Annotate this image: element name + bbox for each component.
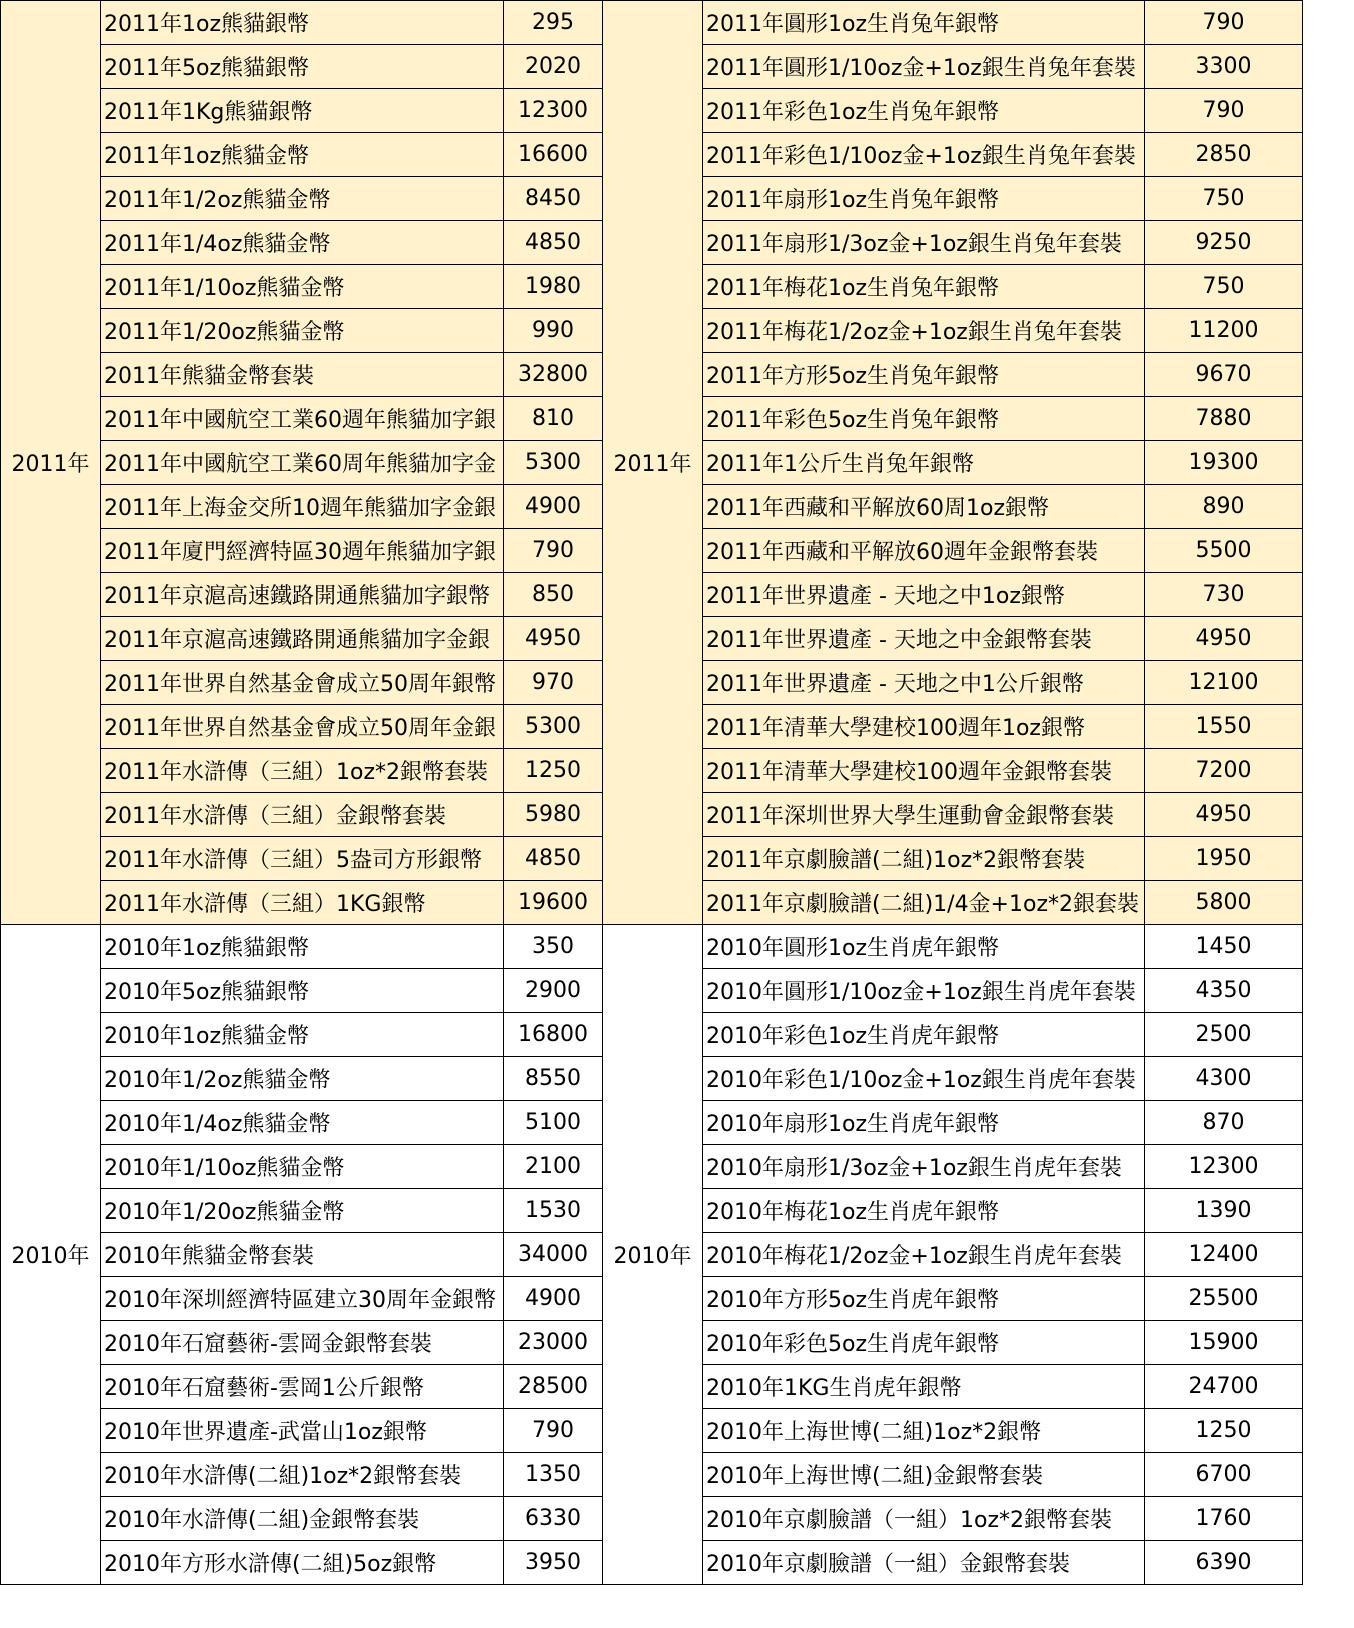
coin-price-left: 4850 <box>504 837 603 881</box>
coin-price-right: 12400 <box>1145 1233 1303 1277</box>
coin-name-left: 2010年5oz熊貓銀幣 <box>101 969 504 1013</box>
coin-price-left: 8450 <box>504 177 603 221</box>
coin-name-right: 2010年上海世博(二組)金銀幣套裝 <box>703 1453 1145 1497</box>
coin-name-right: 2010年京劇臉譜（一組）1oz*2銀幣套裝 <box>703 1497 1145 1541</box>
coin-name-left: 2010年方形水滸傳(二組)5oz銀幣 <box>101 1541 504 1585</box>
coin-name-right: 2010年1KG生肖虎年銀幣 <box>703 1365 1145 1409</box>
coin-name-left: 2011年水滸傳（三組）金銀幣套裝 <box>101 793 504 837</box>
coin-name-left: 2010年1/10oz熊貓金幣 <box>101 1145 504 1189</box>
coin-name-right: 2011年京劇臉譜(二組)1/4金+1oz*2銀套裝 <box>703 881 1145 925</box>
coin-price-left: 810 <box>504 397 603 441</box>
coin-name-left: 2010年深圳經濟特區建立30周年金銀幣 <box>101 1277 504 1321</box>
coin-name-left: 2011年1oz熊貓銀幣 <box>101 1 504 45</box>
coin-price-right: 1250 <box>1145 1409 1303 1453</box>
coin-price-left: 23000 <box>504 1321 603 1365</box>
coin-price-left: 6330 <box>504 1497 603 1541</box>
coin-name-right: 2011年深圳世界大學生運動會金銀幣套裝 <box>703 793 1145 837</box>
coin-name-right: 2011年彩色5oz生肖兔年銀幣 <box>703 397 1145 441</box>
coin-name-left: 2011年水滸傳（三組）5盎司方形銀幣 <box>101 837 504 881</box>
coin-name-right: 2011年彩色1oz生肖兔年銀幣 <box>703 89 1145 133</box>
coin-price-left: 4950 <box>504 617 603 661</box>
coin-name-left: 2011年水滸傳（三組）1oz*2銀幣套裝 <box>101 749 504 793</box>
coin-price-right: 4950 <box>1145 617 1303 661</box>
coin-name-left: 2011年中國航空工業60週年熊貓加字銀 <box>101 397 504 441</box>
coin-price-left: 970 <box>504 661 603 705</box>
year-label-right: 2011年 <box>603 1 703 925</box>
coin-name-left: 2011年5oz熊貓銀幣 <box>101 45 504 89</box>
coin-name-left: 2011年1Kg熊貓銀幣 <box>101 89 504 133</box>
coin-price-right: 24700 <box>1145 1365 1303 1409</box>
coin-name-right: 2010年彩色1/10oz金+1oz銀生肖虎年套裝 <box>703 1057 1145 1101</box>
coin-price-right: 25500 <box>1145 1277 1303 1321</box>
coin-price-right: 750 <box>1145 177 1303 221</box>
coin-price-right: 6390 <box>1145 1541 1303 1585</box>
coin-price-right: 12100 <box>1145 661 1303 705</box>
coin-price-left: 4900 <box>504 1277 603 1321</box>
coin-name-right: 2011年圓形1oz生肖兔年銀幣 <box>703 1 1145 45</box>
coin-price-left: 790 <box>504 1409 603 1453</box>
year-group <box>1 925 1303 1585</box>
coin-name-left: 2010年世界遺產-武當山1oz銀幣 <box>101 1409 504 1453</box>
coin-price-left: 5980 <box>504 793 603 837</box>
coin-name-right: 2010年上海世博(二組)1oz*2銀幣 <box>703 1409 1145 1453</box>
coin-price-right: 11200 <box>1145 309 1303 353</box>
coin-name-right: 2011年梅花1oz生肖兔年銀幣 <box>703 265 1145 309</box>
coin-price-left: 790 <box>504 529 603 573</box>
coin-price-right: 9670 <box>1145 353 1303 397</box>
coin-price-right: 1550 <box>1145 705 1303 749</box>
coin-price-right: 6700 <box>1145 1453 1303 1497</box>
coin-name-left: 2011年1/10oz熊貓金幣 <box>101 265 504 309</box>
coin-price-right: 730 <box>1145 573 1303 617</box>
coin-price-left: 12300 <box>504 89 603 133</box>
coin-price-left: 295 <box>504 1 603 45</box>
coin-name-right: 2011年梅花1/2oz金+1oz銀生肖兔年套裝 <box>703 309 1145 353</box>
coin-price-right: 1390 <box>1145 1189 1303 1233</box>
coin-name-right: 2011年西藏和平解放60週年金銀幣套裝 <box>703 529 1145 573</box>
coin-name-left: 2011年廈門經濟特區30週年熊貓加字銀 <box>101 529 504 573</box>
coin-price-left: 3950 <box>504 1541 603 1585</box>
coin-name-left: 2011年京滬高速鐵路開通熊貓加字銀幣 <box>101 573 504 617</box>
coin-price-right: 15900 <box>1145 1321 1303 1365</box>
coin-name-right: 2011年清華大學建校100週年1oz銀幣 <box>703 705 1145 749</box>
coin-name-left: 2011年熊貓金幣套裝 <box>101 353 504 397</box>
coin-name-left: 2010年水滸傳(二組)金銀幣套裝 <box>101 1497 504 1541</box>
coin-name-left: 2011年世界自然基金會成立50周年金銀 <box>101 705 504 749</box>
coin-price-right: 890 <box>1145 485 1303 529</box>
coin-price-right: 870 <box>1145 1101 1303 1145</box>
coin-name-left: 2010年1/20oz熊貓金幣 <box>101 1189 504 1233</box>
coin-name-left: 2010年熊貓金幣套裝 <box>101 1233 504 1277</box>
coin-name-right: 2011年扇形1oz生肖兔年銀幣 <box>703 177 1145 221</box>
coin-price-left: 2020 <box>504 45 603 89</box>
coin-name-right: 2011年彩色1/10oz金+1oz銀生肖兔年套裝 <box>703 133 1145 177</box>
coin-price-right: 4300 <box>1145 1057 1303 1101</box>
coin-price-left: 32800 <box>504 353 603 397</box>
coin-name-right: 2011年方形5oz生肖兔年銀幣 <box>703 353 1145 397</box>
coin-price-left: 5300 <box>504 441 603 485</box>
coin-name-right: 2011年1公斤生肖兔年銀幣 <box>703 441 1145 485</box>
coin-name-right: 2010年京劇臉譜（一組）金銀幣套裝 <box>703 1541 1145 1585</box>
coin-price-right: 2850 <box>1145 133 1303 177</box>
coin-name-left: 2011年1/2oz熊貓金幣 <box>101 177 504 221</box>
coin-name-right: 2011年圓形1/10oz金+1oz銀生肖兔年套裝 <box>703 45 1145 89</box>
coin-name-left: 2011年1/20oz熊貓金幣 <box>101 309 504 353</box>
table-row <box>1 925 1303 969</box>
coin-price-right: 5800 <box>1145 881 1303 925</box>
coin-name-left: 2010年1/2oz熊貓金幣 <box>101 1057 504 1101</box>
coin-price-left: 1980 <box>504 265 603 309</box>
coin-price-right: 19300 <box>1145 441 1303 485</box>
coin-price-left: 34000 <box>504 1233 603 1277</box>
coin-price-left: 16600 <box>504 133 603 177</box>
coin-price-right: 1950 <box>1145 837 1303 881</box>
coin-name-right: 2010年梅花1oz生肖虎年銀幣 <box>703 1189 1145 1233</box>
year-label-right: 2010年 <box>603 925 703 1585</box>
coin-name-right: 2011年西藏和平解放60周1oz銀幣 <box>703 485 1145 529</box>
coin-price-left: 1250 <box>504 749 603 793</box>
coin-price-left: 850 <box>504 573 603 617</box>
coin-name-left: 2010年1oz熊貓銀幣 <box>101 925 504 969</box>
coin-name-right: 2010年梅花1/2oz金+1oz銀生肖虎年套裝 <box>703 1233 1145 1277</box>
coin-name-left: 2011年1oz熊貓金幣 <box>101 133 504 177</box>
coin-name-right: 2010年圓形1oz生肖虎年銀幣 <box>703 925 1145 969</box>
coin-price-left: 5300 <box>504 705 603 749</box>
coin-name-right: 2010年扇形1/3oz金+1oz銀生肖虎年套裝 <box>703 1145 1145 1189</box>
coin-name-left: 2010年1oz熊貓金幣 <box>101 1013 504 1057</box>
coin-price-left: 4900 <box>504 485 603 529</box>
coin-price-right: 1450 <box>1145 925 1303 969</box>
coin-price-left: 28500 <box>504 1365 603 1409</box>
coin-name-right: 2011年扇形1/3oz金+1oz銀生肖兔年套裝 <box>703 221 1145 265</box>
coin-name-right: 2010年彩色1oz生肖虎年銀幣 <box>703 1013 1145 1057</box>
coin-price-right: 7880 <box>1145 397 1303 441</box>
coin-name-left: 2011年1/4oz熊貓金幣 <box>101 221 504 265</box>
coin-name-right: 2011年清華大學建校100週年金銀幣套裝 <box>703 749 1145 793</box>
coin-name-right: 2010年方形5oz生肖虎年銀幣 <box>703 1277 1145 1321</box>
coin-price-left: 19600 <box>504 881 603 925</box>
coin-price-right: 2500 <box>1145 1013 1303 1057</box>
coin-name-left: 2011年水滸傳（三組）1KG銀幣 <box>101 881 504 925</box>
coin-price-left: 2900 <box>504 969 603 1013</box>
coin-name-left: 2011年上海金交所10週年熊貓加字金銀 <box>101 485 504 529</box>
table-row <box>1 1 1303 45</box>
coin-price-left: 1350 <box>504 1453 603 1497</box>
coin-name-right: 2010年扇形1oz生肖虎年銀幣 <box>703 1101 1145 1145</box>
coin-name-left: 2010年水滸傳(二組)1oz*2銀幣套裝 <box>101 1453 504 1497</box>
coin-price-left: 4850 <box>504 221 603 265</box>
coin-name-right: 2010年彩色5oz生肖虎年銀幣 <box>703 1321 1145 1365</box>
coin-price-right: 790 <box>1145 89 1303 133</box>
coin-name-right: 2011年世界遺產 - 天地之中1公斤銀幣 <box>703 661 1145 705</box>
coin-name-left: 2010年石窟藝術-雲岡1公斤銀幣 <box>101 1365 504 1409</box>
coin-price-right: 9250 <box>1145 221 1303 265</box>
coin-price-right: 12300 <box>1145 1145 1303 1189</box>
coin-price-left: 5100 <box>504 1101 603 1145</box>
coin-name-left: 2010年1/4oz熊貓金幣 <box>101 1101 504 1145</box>
coin-price-right: 790 <box>1145 1 1303 45</box>
coin-price-right: 4950 <box>1145 793 1303 837</box>
coin-price-left: 16800 <box>504 1013 603 1057</box>
coin-price-right: 5500 <box>1145 529 1303 573</box>
coin-name-right: 2010年圓形1/10oz金+1oz銀生肖虎年套裝 <box>703 969 1145 1013</box>
coin-name-left: 2010年石窟藝術-雲岡金銀幣套裝 <box>101 1321 504 1365</box>
coin-price-left: 8550 <box>504 1057 603 1101</box>
coin-name-right: 2011年世界遺產 - 天地之中金銀幣套裝 <box>703 617 1145 661</box>
coin-price-right: 3300 <box>1145 45 1303 89</box>
year-group <box>1 1 1303 925</box>
coin-price-left: 350 <box>504 925 603 969</box>
year-label-left: 2011年 <box>1 1 101 925</box>
coin-price-left: 1530 <box>504 1189 603 1233</box>
year-label-left: 2010年 <box>1 925 101 1585</box>
coin-price-right: 7200 <box>1145 749 1303 793</box>
coin-price-right: 4350 <box>1145 969 1303 1013</box>
coin-price-left: 2100 <box>504 1145 603 1189</box>
coin-name-right: 2011年世界遺產 - 天地之中1oz銀幣 <box>703 573 1145 617</box>
coin-name-right: 2011年京劇臉譜(二組)1oz*2銀幣套裝 <box>703 837 1145 881</box>
coin-name-left: 2011年世界自然基金會成立50周年銀幣 <box>101 661 504 705</box>
coin-name-left: 2011年中國航空工業60周年熊貓加字金 <box>101 441 504 485</box>
coin-price-right: 750 <box>1145 265 1303 309</box>
coin-price-right: 1760 <box>1145 1497 1303 1541</box>
coin-name-left: 2011年京滬高速鐵路開通熊貓加字金銀 <box>101 617 504 661</box>
coin-price-left: 990 <box>504 309 603 353</box>
